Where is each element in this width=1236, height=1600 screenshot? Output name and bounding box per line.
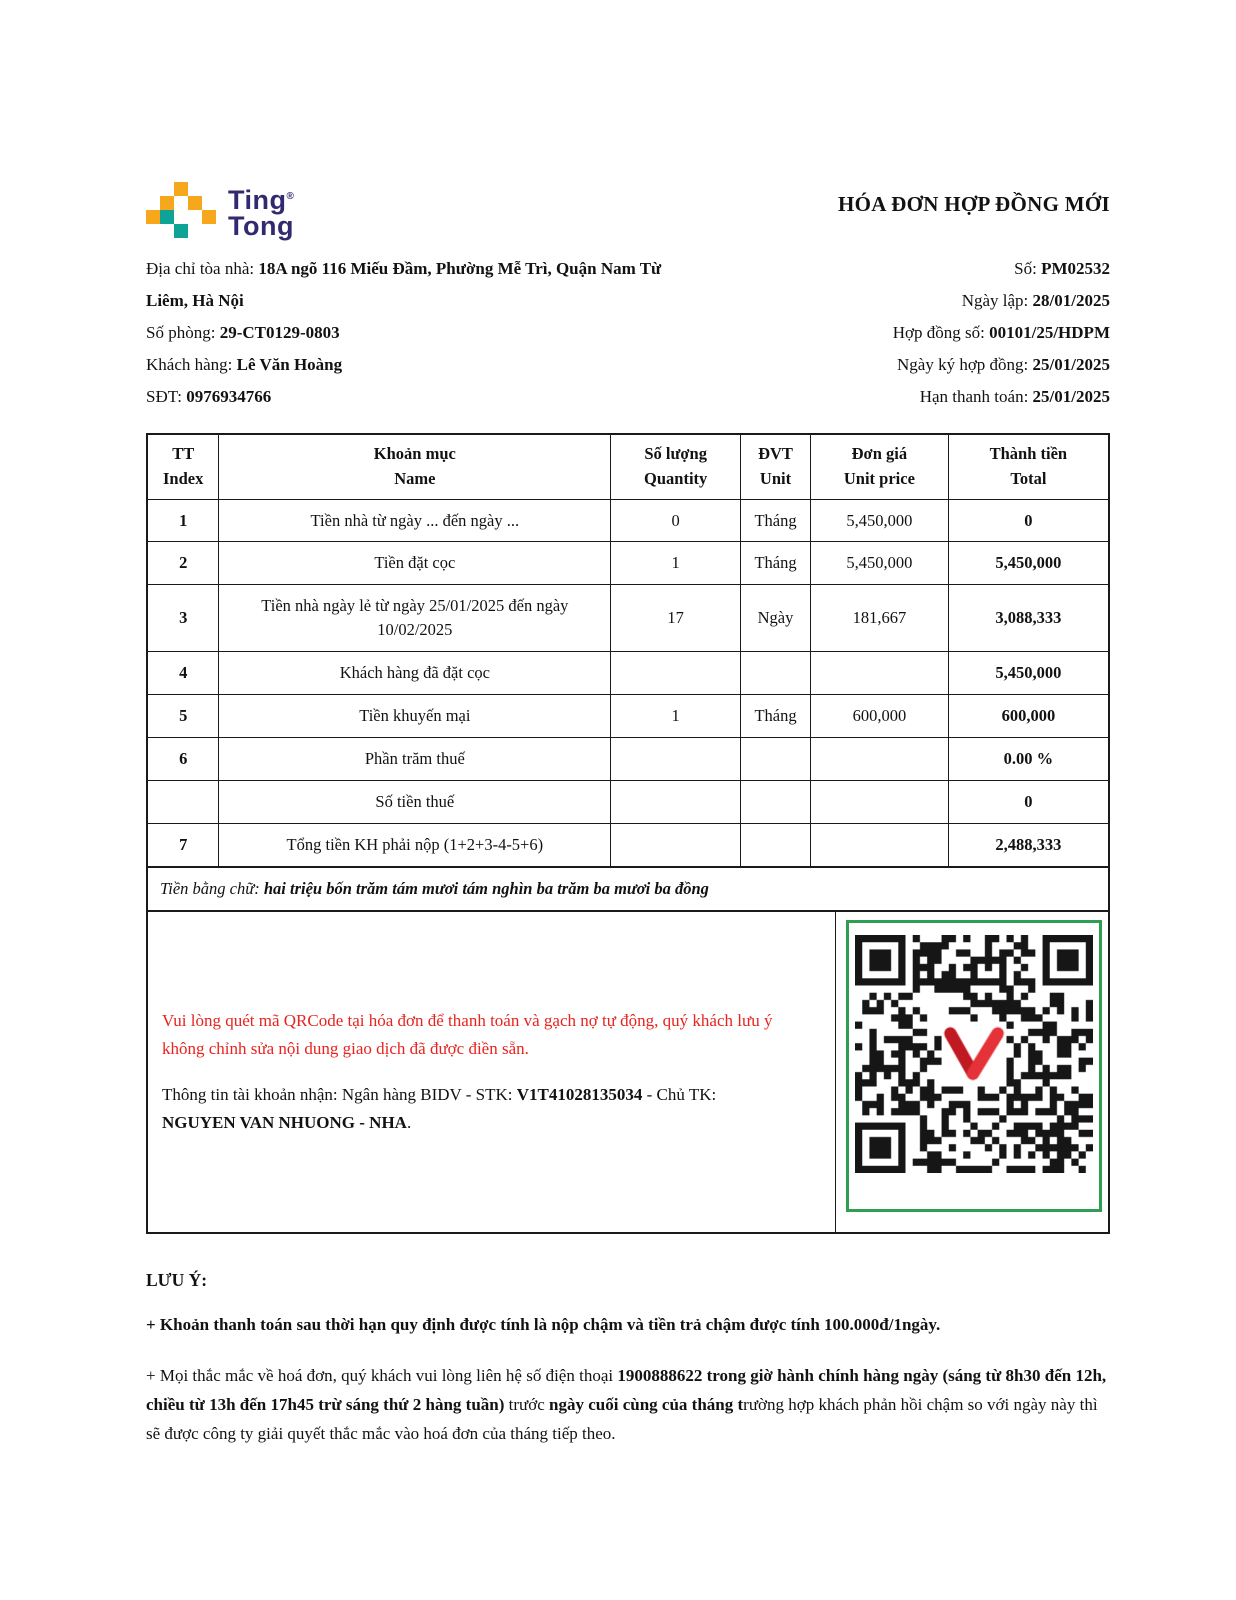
qr-code <box>855 935 1093 1173</box>
customer-name-line: Khách hàng: Lê Văn Hoàng <box>146 355 343 374</box>
qr-warning-text: Vui lòng quét mã QRCode tại hóa đơn để thanh toán và gạch nợ tự động, quý khách lưu ý không chỉnh sửa nội dung giao dịch đã được điền sẵn. <box>162 1010 773 1058</box>
registered-mark: ® <box>286 191 295 202</box>
cell-total: 0 <box>948 499 1109 542</box>
bank-account-info <box>162 1081 813 1137</box>
cell-quantity: 1 <box>611 542 741 585</box>
account-holder: NGUYEN VAN NHUONG - NHA <box>162 1112 407 1132</box>
amount-in-words <box>146 868 1110 912</box>
cell-index <box>147 780 219 823</box>
cell-unit: Ngày <box>741 585 811 652</box>
notes-heading: LƯU Ý: <box>146 1269 208 1290</box>
cell-unit-price <box>810 823 948 866</box>
cell-quantity <box>611 823 741 866</box>
table-row <box>147 780 1109 823</box>
contract-sign-date-line: Ngày ký hợp đồng: 25/01/2025 <box>897 355 1110 374</box>
logo-word-tong: Tong <box>228 211 294 241</box>
cell-index: 6 <box>147 738 219 781</box>
qr-pane <box>836 912 1108 1232</box>
building-address-line: Địa chỉ tòa nhà: 18A ngõ 116 Miếu Đầm, Phường Mễ Trì, Quận Nam Từ Liêm, Hà Nội <box>146 259 662 310</box>
logo-word-ting: Ting <box>228 185 287 215</box>
cell-name: Tiền nhà ngày lẻ từ ngày 25/01/2025 đến ngày 10/02/2025 <box>219 585 611 652</box>
account-prefix: Thông tin tài khoản nhận: Ngân hàng BIDV - STK: <box>162 1084 517 1104</box>
cell-unit-price <box>810 780 948 823</box>
cell-quantity: 1 <box>611 695 741 738</box>
cell-index: 3 <box>147 585 219 652</box>
cell-name: Khách hàng đã đặt cọc <box>219 652 611 695</box>
cell-unit-price: 5,450,000 <box>810 542 948 585</box>
table-row <box>147 695 1109 738</box>
cell-total: 5,450,000 <box>948 542 1109 585</box>
table-row <box>147 585 1109 652</box>
note-hotline: + Mọi thắc mắc về hoá đơn, quý khách vui lòng liên hệ số điện thoại 1900888622 trong giờ hành chính hàng ngày (sáng từ 8h30 đến 12h, chiều từ 13h đến 17h45 trừ sáng thứ 2 hàng tuần) trước ngày cuối cùng của tháng trường hợp khách phản hồi chậm so với ngày này thì sẽ được công ty giải quyết thắc mắc vào hoá đơn của tháng tiếp theo. <box>146 1365 1107 1443</box>
invoice-meta <box>710 253 1110 413</box>
amount-in-words-label: Tiền bằng chữ: <box>160 878 264 898</box>
table-row <box>147 542 1109 585</box>
cell-total: 0 <box>948 780 1109 823</box>
cell-name: Tiền nhà từ ngày ... đến ngày ... <box>219 499 611 542</box>
cell-total: 0.00 % <box>948 738 1109 781</box>
room-number-line: Số phòng: 29-CT0129-0803 <box>146 323 340 342</box>
header <box>146 176 1110 239</box>
cell-unit <box>741 738 811 781</box>
table-row <box>147 738 1109 781</box>
cell-unit-price <box>810 738 948 781</box>
cell-total: 3,088,333 <box>948 585 1109 652</box>
payment-due-line: Hạn thanh toán: 25/01/2025 <box>919 387 1110 406</box>
cell-unit-price <box>810 652 948 695</box>
account-suffix: . <box>406 1112 412 1132</box>
page-title: HÓA ĐƠN HỢP ĐỒNG MỚI <box>837 192 1110 216</box>
cell-unit <box>741 780 811 823</box>
phone-line: SĐT: 0976934766 <box>146 387 272 406</box>
payment-section <box>146 912 1110 1234</box>
items-table <box>146 433 1110 868</box>
cell-unit <box>741 823 811 866</box>
cell-index: 7 <box>147 823 219 866</box>
note-late-payment: + Khoản thanh toán sau thời hạn quy định được tính là nộp chậm và tiền trả chậm được tính 100.000đ/1ngày. <box>146 1314 941 1334</box>
cell-unit-price: 5,450,000 <box>810 499 948 542</box>
cell-unit <box>741 652 811 695</box>
cell-total: 2,488,333 <box>948 823 1109 866</box>
invoice-number-line: Số: PM02532 <box>1014 259 1110 278</box>
table-row <box>147 499 1109 542</box>
tingtong-wordmark <box>228 184 294 239</box>
qr-frame <box>846 920 1102 1212</box>
cell-index: 4 <box>147 652 219 695</box>
cell-index: 1 <box>147 499 219 542</box>
notes-section <box>146 1270 1110 1448</box>
cell-total: 5,450,000 <box>948 652 1109 695</box>
col-header-unit-price: Đơn giá Unit price <box>810 434 948 499</box>
issue-date-line: Ngày lập: 28/01/2025 <box>961 291 1110 310</box>
cell-name: Tổng tiền KH phải nộp (1+2+3-4-5+6) <box>219 823 611 866</box>
col-header-index: TT Index <box>147 434 219 499</box>
cell-index: 2 <box>147 542 219 585</box>
tingtong-logo-icon <box>146 182 216 238</box>
invoice-info <box>146 253 1110 413</box>
col-header-name: Khoản mục Name <box>219 434 611 499</box>
cell-unit: Tháng <box>741 499 811 542</box>
cell-unit-price: 181,667 <box>810 585 948 652</box>
col-header-unit: ĐVT Unit <box>741 434 811 499</box>
table-row <box>147 652 1109 695</box>
table-row <box>147 823 1109 866</box>
cell-name: Tiền đặt cọc <box>219 542 611 585</box>
items-table-header <box>147 434 1109 499</box>
cell-index: 5 <box>147 695 219 738</box>
cell-quantity: 17 <box>611 585 741 652</box>
cell-unit-price: 600,000 <box>810 695 948 738</box>
col-header-total: Thành tiền Total <box>948 434 1109 499</box>
cell-quantity <box>611 738 741 781</box>
cell-quantity <box>611 780 741 823</box>
cell-unit: Tháng <box>741 695 811 738</box>
customer-info <box>146 253 686 413</box>
cell-name: Tiền khuyến mại <box>219 695 611 738</box>
cell-quantity <box>611 652 741 695</box>
cell-name: Số tiền thuế <box>219 780 611 823</box>
items-table-body <box>147 499 1109 867</box>
account-mid: - Chủ TK: <box>642 1084 717 1104</box>
cell-name: Phần trăm thuế <box>219 738 611 781</box>
account-number: V1T41028135034 <box>516 1084 643 1104</box>
amount-in-words-value: hai triệu bốn trăm tám mươi tám nghìn ba trăm ba mươi ba đồng <box>263 878 709 898</box>
payment-instructions <box>148 912 836 1232</box>
cell-unit: Tháng <box>741 542 811 585</box>
tingtong-logo <box>146 176 294 239</box>
cell-quantity: 0 <box>611 499 741 542</box>
cell-total: 600,000 <box>948 695 1109 738</box>
contract-number-line: Hợp đồng số: 00101/25/HDPM <box>892 323 1110 342</box>
col-header-quantity: Số lượng Quantity <box>611 434 741 499</box>
